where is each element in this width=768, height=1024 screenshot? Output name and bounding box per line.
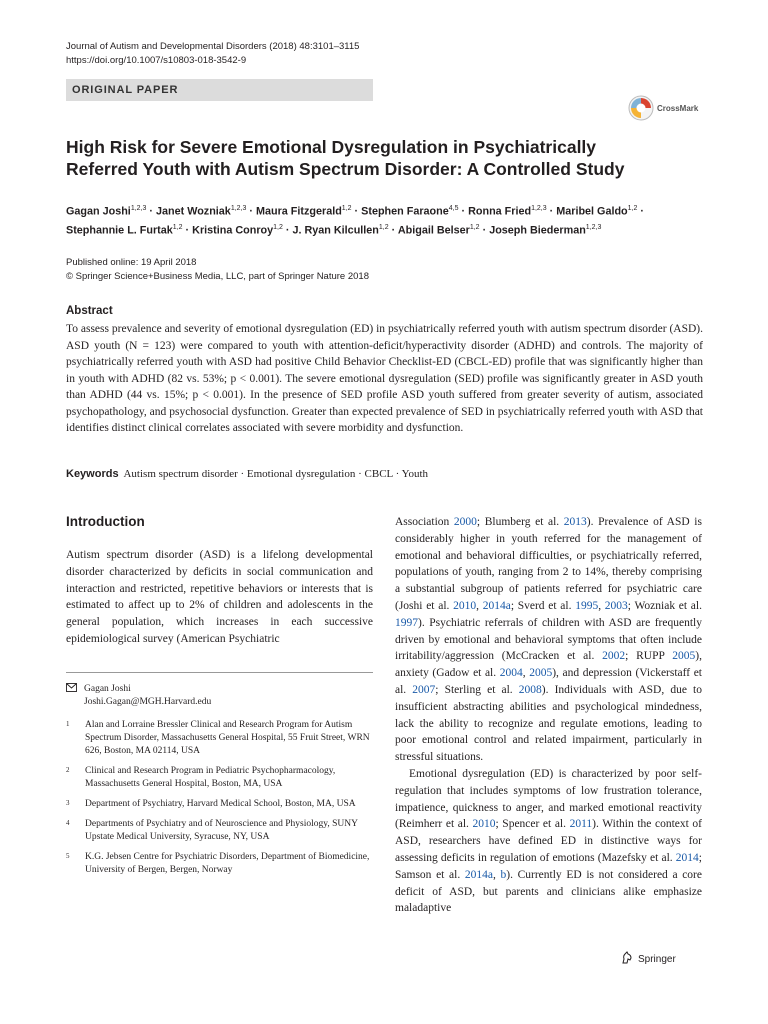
keywords-list: Autism spectrum disorder · Emotional dysregulation · CBCL · Youth [123,468,428,480]
author-name[interactable]: J. Ryan Kilcullen [292,224,379,237]
citation-link[interactable]: 2014a [464,868,493,881]
paragraph-text: ). Psychiatric referrals of children with ASD are frequently driven by emotional and behavioral symptoms that often include irritability/aggression (McCracken et al. [395,616,702,663]
paragraph-text: ; Samson et al. [395,851,702,881]
springer-horse-icon [620,951,634,968]
citation-link[interactable]: 2003 [604,599,628,612]
affiliation-item [66,719,373,758]
title-line: High Risk for Severe Emotional Dysregulation in Psychiatrically [66,137,597,157]
citation-link[interactable]: 2002 [602,650,626,663]
author-line: Gagan Joshi$^{1,2,3}$ · Janet Wozniak$^{1,2,3}$ · Maura Fitzgerald$^{1,2}$ · Stephen Faraone$^{4,5}$ · Ronna Fried$^{1,2,3}$ · Maribel Galdo$^{1,2}$ · [66,205,644,218]
citation-link[interactable]: 2011 [569,818,593,831]
paragraph-text: , [492,868,501,881]
keywords [66,468,703,480]
author-affiliation: 1,2 [341,205,352,212]
title-line: Referred Youth with Autism Spectrum Disorder: A Controlled Study [66,159,625,179]
correspondence-name: Gagan Joshi [84,684,131,694]
envelope-icon [66,683,84,709]
citation-link[interactable]: 2007 [412,683,436,696]
paragraph-text: ; Wozniak et al. [627,599,702,612]
citation-link[interactable]: 2010 [453,599,477,612]
paragraph-text: ), and depression (Vickerstaff et al. [395,667,703,696]
citation-link[interactable]: 2014a [482,599,511,612]
affiliation-text: K.G. Jebsen Centre for Psychiatric Disorders, Department of Biomedicine, University of Bergen, Bergen, Norway [85,852,370,875]
citation-link[interactable]: 2014 [675,851,699,864]
publisher-name: Springer [638,954,676,965]
publisher-logo [620,951,676,968]
paragraph-text: ; Spencer et al. [495,818,570,831]
affiliations-list [66,719,373,884]
introduction-left-paragraph: Autism spectrum disorder (ASD) is a lifelong developmental disorder characterized by deficits in social communication and interaction and restricted, repetitive behaviors or interests that is estimated to affect up to 2% of children and adolescents in the general population, which increases in each successive epidemiological survey (American Psychiatric [66,549,373,645]
keywords-label: Keywords [66,468,119,480]
abstract-text: To assess prevalence and severity of emotional dysregulation (ED) in psychiatrically referred youth with autism spectrum disorder (ASD). ASD youth (N = 123) were compared to youth with attention-deficit/hyperactivity disorder (ADHD) and controls. The majority of psychiatrically referred youth with ASD had positive Child Behavior Checklist-ED (CBCL-ED) profile that was significantly higher than in youth with ADHD (82 vs. 53%; p < 0.001). The severe emotional dysregulation (SED) profile was significantly greater in ASD youth than ADHD (44 vs. 15%; p < 0.001). In the presence of SED profile ASD youth suffered from greater severity of autism, associated psychopathology, and psychosocial dysfunction. Greater than expected prevalence of SED in psychiatrically referred youth with ASD that identifies distinct clinical correlates associated with severe morbidity and dysfunction. [66,323,703,434]
author-name[interactable]: Gagan Joshi [66,205,131,218]
affiliation-item [66,765,373,791]
author-name[interactable]: Kristina Conroy [192,224,274,237]
doi-link[interactable]: https://doi.org/10.1007/s10803-018-3542-9 [66,55,247,66]
crossmark-icon [628,95,654,121]
affiliation-text: Departments of Psychiatry and of Neuroscience and Physiology, SUNY Upstate Medical University, Syracuse, NY, USA [85,819,358,842]
published-date: Published online: 19 April 2018 [66,257,197,268]
affiliation-text: Clinical and Research Program in Pediatric Psychopharmacology, Massachusetts General Hospital, Boston, MA, USA [85,766,336,789]
paragraph-text: ), anxiety (Gadow et al. [395,650,702,680]
citation-link[interactable]: b [500,868,507,881]
paragraph-text: , [598,599,605,612]
affiliation-item [66,851,373,877]
crossmark-label: CrossMark [657,103,699,113]
paragraph-text: ). Prevalence of ASD is considerably higher in youth referred for the management of emotional and behavioral difficulties, or psychiatrically referred, populations of youth, ranging from 2 to 14%, thereby comprising a substantial subgroup of patients referred for psychiatric care (Joshi et al. [395,516,702,612]
citation-link[interactable]: 1997 [395,616,418,629]
paper-title [66,136,706,180]
publication-info [66,256,369,284]
affiliation-number: 1 [66,720,70,728]
affiliation-number: 5 [66,852,70,860]
paragraph-text: , [522,667,530,680]
affiliation-item [66,818,373,844]
author-name[interactable]: Maribel Galdo [556,205,628,218]
introduction-paragraph [395,514,702,766]
affiliation-number: 4 [66,819,70,827]
citation-link[interactable]: 2008 [518,683,542,696]
author-list [66,201,706,238]
journal-citation [66,40,359,68]
introduction-heading: Introduction [66,514,145,529]
author-name[interactable]: Abigail Belser [397,224,470,237]
citation-link[interactable]: 2004 [499,667,523,680]
footnote-divider [66,672,373,673]
paragraph-text: Association [395,516,454,528]
author-affiliation: 1,2 [627,205,638,212]
affiliation-number: 2 [66,766,70,774]
author-name[interactable]: Janet Wozniak [156,205,231,218]
author-affiliation: 1,2 [172,223,183,231]
author-name[interactable]: Stephannie L. Furtak [66,224,173,237]
affiliation-number: 3 [66,799,70,807]
author-name[interactable]: Maura Fitzgerald [256,205,342,218]
citation-link[interactable]: 2010 [472,818,496,831]
author-name[interactable]: Joseph Biederman [489,224,586,237]
author-affiliation: 1,2,3 [230,205,247,212]
abstract-heading: Abstract [66,305,113,317]
author-affiliation: 1,2,3 [531,205,547,212]
correspondence [66,683,211,709]
citation-link[interactable]: 2013 [563,516,587,528]
author-affiliation: 1,2 [378,223,389,231]
paragraph-text: , [476,599,483,612]
author-affiliation: 1,2,3 [130,205,147,212]
introduction-right-column [395,514,702,917]
author-affiliation: 1,2,3 [585,223,602,231]
paragraph-text: ; Sterling et al. [435,683,519,696]
author-name[interactable]: Stephen Faraone [361,205,449,218]
citation-link[interactable]: 2000 [453,516,477,528]
affiliation-text: Department of Psychiatry, Harvard Medical School, Boston, MA, USA [85,799,356,809]
author-affiliation: 1,2 [469,223,480,231]
paragraph-text: ). Within the context of ASD, researchers have defined ED in distinctive ways for assessing deficits in regulation of emotions (Mazefsky et al. [395,818,702,864]
paragraph-text: Emotional dysregulation (ED) is characterized by poor self-regulation that includes symptoms of low frustration tolerance, impatience, quickness to anger, and marked emotional reactivity (Reimherr et al. [395,767,702,831]
introduction-paragraph [395,766,702,917]
author-line: Stephannie L. Furtak$^{1,2}$ · Kristina Conroy$^{1,2}$ · J. Ryan Kilcullen$^{1,2}$ · Abigail Belser$^{1,2}$ · Joseph Biederman$^{1,2,3}$ [66,223,602,237]
author-name[interactable]: Ronna Fried [468,205,532,218]
citation-link[interactable]: 2005 [529,667,553,680]
journal-line: Journal of Autism and Developmental Disorders (2018) 48:3101–3115 [66,41,360,52]
author-affiliation: 4,5 [448,205,459,212]
affiliation-item [66,798,373,811]
paragraph-text: ). Individuals with ASD, due to insufficient abstracting abilities and psychological mindedness, lack the ability to recognize and regulate emotions, leading to poor emotional control and related impairment, particularly in stressful situations. [395,683,702,764]
citation-link[interactable]: 2005 [672,650,696,663]
correspondence-email[interactable]: Joshi.Gagan@MGH.Harvard.edu [84,697,212,707]
paragraph-text: ; Blumberg et al. [476,516,564,528]
copyright-line: © Springer Science+Business Media, LLC, part of Springer Nature 2018 [66,271,369,282]
paper-type-badge: ORIGINAL PAPER [66,79,373,101]
affiliation-text: Alan and Lorraine Bressler Clinical and Research Program for Autism Spectrum Disorder, Massachusetts General Hospital, 55 Fruit Street, WRN 626, Boston, MA 02114, USA [85,720,370,756]
author-affiliation: 1,2 [273,223,283,231]
paragraph-text: ). Currently ED is not considered a core deficit of ASD, but parents and clinicians alike emphasize maladaptive [395,868,702,915]
paragraph-text: ; Sverd et al. [510,599,576,612]
citation-link[interactable]: 1995 [575,599,599,612]
crossmark-badge[interactable] [628,95,698,121]
paragraph-text: ; RUPP [625,650,673,663]
